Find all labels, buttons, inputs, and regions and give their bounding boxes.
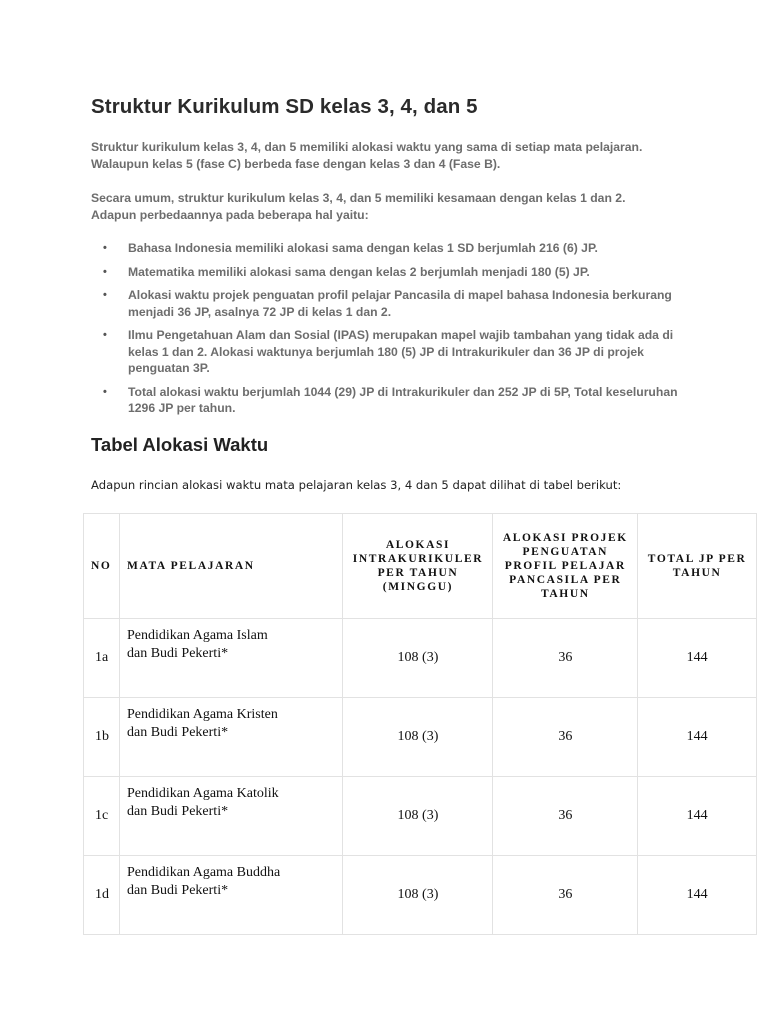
cell-projek: 36 (493, 698, 638, 777)
list-item (91, 327, 681, 377)
differences-list (91, 240, 681, 424)
list-item (91, 384, 681, 417)
list-item (91, 240, 681, 257)
cell-total: 144 (638, 619, 757, 698)
cell-intrakurikuler: 108 (3) (343, 619, 493, 698)
intro-paragraph: Struktur kurikulum kelas 3, 4, dan 5 memiliki alokasi waktu yang sama di setiap mata pelajaran. Walaupun kelas 5 (fase C) berbeda fase dengan kelas 3 dan 4 (Fase B). (91, 140, 643, 171)
bullet-icon: • (103, 242, 107, 254)
bullet-icon: • (103, 329, 107, 341)
subject-name: Pendidikan Agama Buddha (126, 865, 281, 880)
cell-total: 144 (638, 698, 757, 777)
table-row (84, 777, 757, 856)
subject-name-suffix: dan Budi Pekerti* (126, 646, 229, 661)
table-row (84, 698, 757, 777)
column-header-no: NO (84, 514, 120, 619)
cell-no: 1a (84, 619, 120, 698)
cell-subject (119, 698, 342, 777)
column-header-projek: ALOKASI PROJEK PENGUATAN PROFIL PELAJAR PANCASILA PER TAHUN (493, 514, 638, 619)
subject-name: Pendidikan Agama Islam (126, 628, 268, 643)
table-row (84, 856, 757, 935)
list-item-text: Total alokasi waktu berjumlah 1044 (29) JP di Intrakurikuler dan 252 JP di 5P, Total keseluruhan 1296 JP per tahun. (128, 384, 678, 415)
cell-subject (119, 777, 342, 856)
list-item (91, 264, 681, 281)
column-header-subject: MATA PELAJARAN (119, 514, 342, 619)
cell-no: 1b (84, 698, 120, 777)
cell-no: 1d (84, 856, 120, 935)
cell-projek: 36 (493, 777, 638, 856)
page-title: Struktur Kurikulum SD kelas 3, 4, dan 5 (91, 95, 478, 118)
column-header-intrakurikuler: ALOKASI INTRAKURIKULER PER TAHUN (MINGGU) (343, 514, 493, 619)
subject-name-suffix: dan Budi Pekerti* (126, 804, 229, 819)
cell-projek: 36 (493, 856, 638, 935)
bullet-icon: • (103, 265, 107, 278)
column-header-total: TOTAL JP PER TAHUN (638, 514, 757, 619)
bullet-icon: • (103, 385, 107, 398)
list-item (91, 287, 681, 320)
bullet-icon: • (103, 289, 107, 301)
cell-subject (119, 856, 342, 935)
cell-intrakurikuler: 108 (3) (343, 777, 493, 856)
subject-name: Pendidikan Agama Katolik (126, 786, 279, 801)
table-intro-text: Adapun rincian alokasi waktu mata pelajaran kelas 3, 4 dan 5 dapat dilihat di tabel berikut: (91, 478, 622, 492)
cell-no: 1c (84, 777, 120, 856)
cell-intrakurikuler: 108 (3) (343, 856, 493, 935)
table-section-heading: Tabel Alokasi Waktu (91, 434, 269, 455)
subject-name-suffix: dan Budi Pekerti* (126, 883, 229, 898)
list-item-text: Bahasa Indonesia memiliki alokasi sama dengan kelas 1 SD berjumlah 216 (6) JP. (128, 241, 598, 255)
differences-paragraph: Secara umum, struktur kurikulum kelas 3, 4, dan 5 memiliki kesamaan dengan kelas 1 dan 2. Adapun perbedaannya pada beberapa hal yaitu: (91, 191, 626, 222)
list-item-text: Ilmu Pengetahuan Alam dan Sosial (IPAS) merupakan mapel wajib tambahan yang tidak ada di kelas 1 dan 2. Alokasi waktunya berjumlah 180 (5) JP di Intrakurikuler dan 36 JP di projek penguatan 3P. (128, 328, 674, 375)
cell-total: 144 (638, 777, 757, 856)
subject-name: Pendidikan Agama Kristen (126, 707, 278, 722)
list-item-text: Alokasi waktu projek penguatan profil pelajar Pancasila di mapel bahasa Indonesia berkurang menjadi 36 JP, asalnya 72 JP di kelas 1 dan 2. (128, 288, 672, 319)
list-item-text: Matematika memiliki alokasi sama dengan kelas 2 berjumlah menjadi 180 (5) JP. (128, 264, 590, 279)
cell-subject (119, 619, 342, 698)
table-row (84, 619, 757, 698)
cell-projek: 36 (493, 619, 638, 698)
cell-intrakurikuler: 108 (3) (343, 698, 493, 777)
subject-name-suffix: dan Budi Pekerti* (126, 725, 229, 740)
allocation-table (83, 513, 757, 935)
table-header-row (84, 514, 757, 619)
cell-total: 144 (638, 856, 757, 935)
